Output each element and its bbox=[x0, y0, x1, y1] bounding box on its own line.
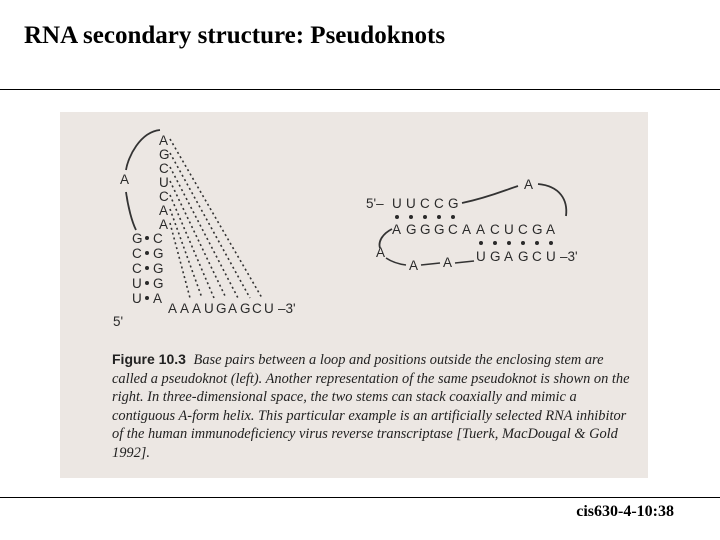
left-pseudoknot bbox=[113, 130, 296, 329]
pair-dot bbox=[145, 266, 149, 270]
stem-base: G bbox=[153, 261, 164, 276]
loop-arc-upper bbox=[126, 130, 160, 170]
loop-arc-lower bbox=[126, 192, 136, 230]
loop-base: A bbox=[159, 217, 169, 232]
top-loop-base: A bbox=[524, 177, 534, 192]
pair-dot bbox=[479, 241, 483, 245]
middle-base: G bbox=[406, 222, 417, 237]
left-loop-base: A bbox=[376, 245, 386, 260]
bottom-base: G bbox=[490, 249, 501, 264]
pair-dot bbox=[423, 215, 427, 219]
top-base: C bbox=[434, 196, 444, 211]
loop-base: C bbox=[159, 189, 169, 204]
loop-base: U bbox=[159, 175, 169, 190]
pairing-line bbox=[170, 167, 238, 298]
pair-dot bbox=[493, 241, 497, 245]
pseudoknot-pairing-lines bbox=[170, 139, 262, 298]
bottom-base: G bbox=[518, 249, 529, 264]
middle-base: A bbox=[476, 222, 486, 237]
tail-base: U bbox=[204, 301, 214, 316]
five-prime-end: 5' bbox=[113, 314, 124, 329]
top-loop-arc-right bbox=[538, 184, 566, 216]
left-loop-link bbox=[421, 263, 440, 265]
top-base: U bbox=[406, 196, 416, 211]
middle-base: U bbox=[504, 222, 514, 237]
pairing-line bbox=[170, 139, 262, 298]
stem-base: C bbox=[132, 261, 142, 276]
middle-base: A bbox=[392, 222, 402, 237]
stem-base: U bbox=[132, 276, 142, 291]
slide-footer: cis630-4-10:38 bbox=[576, 503, 674, 520]
left-loop-base: A bbox=[443, 255, 453, 270]
footer-divider bbox=[0, 497, 720, 498]
tail-base: G bbox=[216, 301, 227, 316]
tail-base: C bbox=[252, 301, 262, 316]
middle-base: A bbox=[462, 222, 472, 237]
top-stem-pair-dots bbox=[395, 215, 455, 219]
stem-base: C bbox=[153, 231, 163, 246]
tail-base: G bbox=[240, 301, 251, 316]
pairing-line bbox=[170, 153, 250, 298]
bottom-base: C bbox=[532, 249, 542, 264]
top-base: G bbox=[448, 196, 459, 211]
pairing-line bbox=[170, 195, 214, 298]
right-pseudoknot bbox=[366, 177, 578, 273]
pair-dot bbox=[535, 241, 539, 245]
bottom-strand bbox=[476, 249, 578, 264]
pair-dot bbox=[451, 215, 455, 219]
middle-strand bbox=[392, 222, 555, 237]
figure-caption bbox=[112, 350, 640, 462]
pair-dot bbox=[395, 215, 399, 219]
loop-base: G bbox=[159, 147, 170, 162]
slide-title: RNA secondary structure: Pseudoknots bbox=[24, 22, 446, 49]
figure-caption-text: Base pairs between a loop and positions outside the enclosing stem are called a pseudoknot (left). Another representation of the same pseudoknot is shown on the right. In three-dimensional space, the two stems can stack coaxially and mimic a contiguous A-form helix. This particular example is an artificially selected RNA inhibitor of the human immunodeficiency virus reverse transcriptase [Tuerk, MacDougal & Gold 1992]. bbox=[112, 352, 630, 461]
pair-dot bbox=[145, 236, 149, 240]
bottom-base: U bbox=[476, 249, 486, 264]
stem-base: A bbox=[153, 291, 163, 306]
pairing-line bbox=[170, 209, 202, 298]
pair-dot bbox=[145, 251, 149, 255]
top-loop-arc-left bbox=[462, 186, 518, 203]
loop-base: A bbox=[159, 133, 169, 148]
middle-base: G bbox=[434, 222, 445, 237]
middle-base: A bbox=[546, 222, 556, 237]
pair-dot bbox=[521, 241, 525, 245]
tail-base: A bbox=[168, 301, 178, 316]
pair-dot bbox=[549, 241, 553, 245]
pair-dot bbox=[145, 296, 149, 300]
stem-left-strand bbox=[132, 231, 143, 306]
left-loop-link bbox=[386, 258, 406, 265]
pairing-line bbox=[170, 181, 226, 298]
pair-dot bbox=[507, 241, 511, 245]
bottom-base: A bbox=[504, 249, 514, 264]
three-prime-end: –3' bbox=[278, 301, 296, 316]
middle-base: G bbox=[532, 222, 543, 237]
tail-strand bbox=[168, 301, 296, 316]
loop-base: C bbox=[159, 161, 169, 176]
middle-base: C bbox=[518, 222, 528, 237]
tail-base: U bbox=[264, 301, 274, 316]
stem-base: G bbox=[153, 246, 164, 261]
figure-scan bbox=[60, 112, 648, 478]
pair-dot bbox=[437, 215, 441, 219]
tail-base: A bbox=[228, 301, 238, 316]
top-base: U bbox=[392, 196, 402, 211]
top-base: C bbox=[420, 196, 430, 211]
top-strand bbox=[392, 196, 459, 211]
pair-dot bbox=[145, 281, 149, 285]
left-loop-link bbox=[455, 261, 474, 263]
pairing-line bbox=[170, 223, 190, 298]
loop-single-base: A bbox=[120, 172, 130, 187]
bottom-three-prime: –3' bbox=[560, 249, 578, 264]
bottom-base: U bbox=[546, 249, 556, 264]
stem-right-strand bbox=[153, 231, 164, 306]
stem-pair-dots bbox=[145, 236, 149, 300]
stem-base: C bbox=[132, 246, 142, 261]
top-five-prime: 5'– bbox=[366, 196, 384, 211]
stem-base: G bbox=[132, 231, 143, 246]
pair-dot bbox=[409, 215, 413, 219]
middle-base: G bbox=[420, 222, 431, 237]
loop-base: A bbox=[159, 203, 169, 218]
stem-base: U bbox=[132, 291, 142, 306]
left-loop-base: A bbox=[409, 258, 419, 273]
title-divider bbox=[0, 89, 720, 90]
tail-base: A bbox=[192, 301, 202, 316]
stem-base: G bbox=[153, 276, 164, 291]
bottom-stem-pair-dots bbox=[479, 241, 553, 245]
loop-column bbox=[159, 133, 170, 232]
middle-base: C bbox=[490, 222, 500, 237]
middle-base: C bbox=[448, 222, 458, 237]
tail-base: A bbox=[180, 301, 190, 316]
figure-label: Figure 10.3 bbox=[112, 351, 186, 367]
